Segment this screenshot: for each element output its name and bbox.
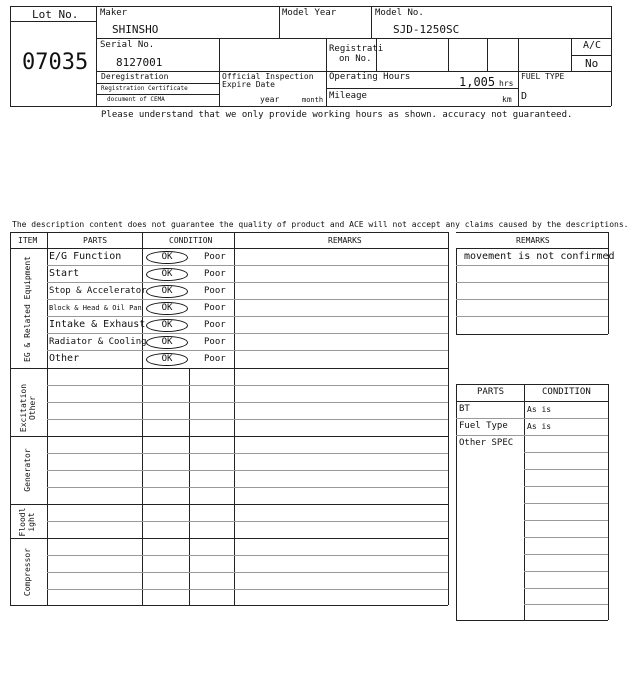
maker-label: Maker xyxy=(100,8,128,18)
model-no-value: SJD-1250SC xyxy=(393,23,460,36)
side-part-name: BT xyxy=(459,404,470,414)
ok-selected-mark: OK xyxy=(146,336,188,349)
model-no-label: Model No. xyxy=(375,8,424,18)
official-inspection-label: Official Inspection xyxy=(222,72,314,81)
condition-header: CONDITION xyxy=(169,236,213,245)
serial-no-value: 8127001 xyxy=(116,56,163,69)
section-label-floodlight: Floodl ight xyxy=(18,507,36,537)
ok-selected-mark: OK xyxy=(146,285,188,298)
remarks-row: movement is not confirmed xyxy=(464,251,615,262)
maker-value: SHINSHO xyxy=(112,23,159,36)
side-parts-header: PARTS xyxy=(477,387,505,397)
ok-selected-mark: OK xyxy=(146,302,188,315)
operating-hours-value: 1,005 xyxy=(459,75,496,89)
side-part-name: Other SPEC xyxy=(459,438,514,448)
ac-label: A/C xyxy=(583,40,602,51)
item-header: ITEM xyxy=(18,236,38,245)
operating-hours-label: Operating Hours xyxy=(329,72,411,82)
lot-no-label: Lot No. xyxy=(32,8,79,21)
section-label-excitation: Excitation Other xyxy=(19,383,37,433)
remarks-table-header: REMARKS xyxy=(516,236,550,245)
eg-row-label: Start xyxy=(49,268,80,279)
registration-certificate-label: Registration Certificate xyxy=(101,85,188,92)
mileage-label: Mileage xyxy=(329,91,367,101)
ok-selected-mark: OK xyxy=(146,268,188,281)
section-label-generator: Generator xyxy=(23,448,32,492)
registration-label-2: on No. xyxy=(339,54,372,64)
poor-option: Poor xyxy=(204,354,226,364)
side-part-condition: As is xyxy=(527,405,552,414)
eg-row-label: Block & Head & Oil Pan xyxy=(49,304,142,312)
side-condition-header: CONDITION xyxy=(542,387,591,397)
fuel-type-label: FUEL TYPE xyxy=(521,72,565,81)
section-label-eg: EG & Related Equipment xyxy=(23,256,32,362)
ok-selected-mark: OK xyxy=(146,251,188,264)
poor-option: Poor xyxy=(204,337,226,347)
eg-row-label: Intake & Exhaust xyxy=(49,319,146,330)
poor-option: Poor xyxy=(204,269,226,279)
ok-selected-mark: OK xyxy=(146,353,188,366)
disclaimer-text: The description content does not guarantee the quality of product and ACE will not accept any claims caused by the descriptions. xyxy=(12,220,629,229)
expire-date-label: Expire Date xyxy=(222,80,275,89)
deregistration-label: Deregistration xyxy=(101,72,169,81)
eg-row-label: Radiator & Cooling xyxy=(49,337,147,347)
working-hours-notice: Please understand that we only provide working hours as shown. accuracy not guaranteed. xyxy=(101,110,573,120)
eg-row-label: Stop & Accelerator xyxy=(49,286,147,296)
section-label-compressor: Compressor xyxy=(23,547,32,597)
ok-selected-mark: OK xyxy=(146,319,188,332)
km-unit: km xyxy=(502,95,512,104)
serial-no-label: Serial No. xyxy=(100,40,155,50)
poor-option: Poor xyxy=(204,320,226,330)
side-part-name: Fuel Type xyxy=(459,421,508,431)
model-year-label: Model Year xyxy=(282,8,337,18)
poor-option: Poor xyxy=(204,303,226,313)
remarks-header: REMARKS xyxy=(328,236,362,245)
ac-value: No xyxy=(585,57,599,70)
fuel-type-value: D xyxy=(521,91,528,102)
hrs-unit: hrs xyxy=(499,79,514,88)
parts-header: PARTS xyxy=(83,236,108,245)
side-part-condition: As is xyxy=(527,422,552,431)
month-label: month xyxy=(302,96,324,104)
registration-label-1: Registrati xyxy=(329,44,384,54)
lot-no-value: 07035 xyxy=(22,50,89,75)
poor-option: Poor xyxy=(204,286,226,296)
eg-row-label: Other xyxy=(49,353,80,364)
poor-option: Poor xyxy=(204,252,226,262)
year-label: year xyxy=(260,95,280,104)
document-of-cema-label: document of CEMA xyxy=(107,96,165,103)
eg-row-label: E/G Function xyxy=(49,251,122,262)
